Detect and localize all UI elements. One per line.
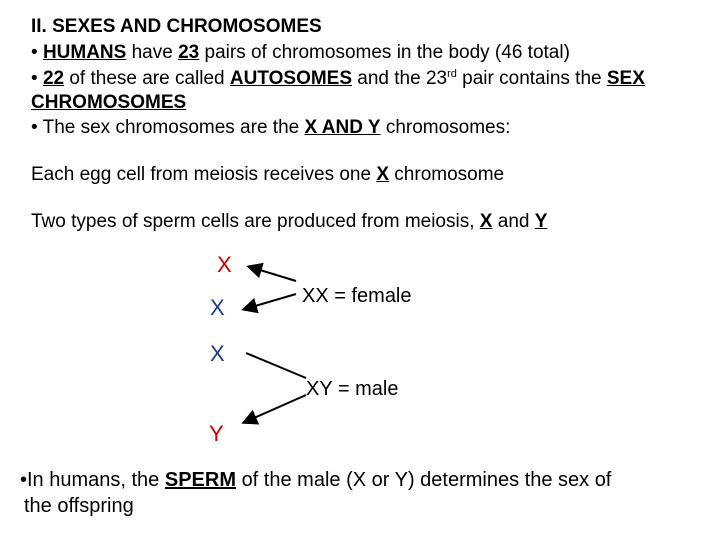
sperm-y: Y bbox=[534, 211, 548, 232]
autosomes-term: AUTOSOMES bbox=[229, 68, 353, 89]
egg-x: X bbox=[376, 164, 390, 185]
humans-term: HUMANS bbox=[42, 42, 127, 63]
sperm-y-letter: Y bbox=[209, 421, 224, 446]
pairs-count: 23 bbox=[178, 42, 200, 63]
sex-term: SEX bbox=[606, 68, 645, 89]
sperm-x-letter: X bbox=[210, 295, 225, 320]
bullet-text: chromosomes: bbox=[385, 117, 511, 138]
bullet-marker: • bbox=[31, 117, 38, 138]
autosome-count: 22 bbox=[42, 68, 65, 89]
egg-x-letter: X bbox=[217, 252, 232, 277]
egg-text: Each egg cell from meiosis receives one bbox=[31, 164, 372, 185]
bullet-marker: • bbox=[31, 68, 38, 89]
bullet-text: pairs of chromosomes in the body (46 total) bbox=[204, 42, 570, 63]
bullet-marker: • bbox=[31, 42, 38, 63]
sperm-x: X bbox=[479, 211, 493, 232]
arrow-to-sperm-y bbox=[245, 395, 306, 422]
bullet-text: The sex chromosomes are the bbox=[42, 117, 300, 138]
conclusion-line-1 bbox=[20, 469, 611, 491]
egg-text: chromosome bbox=[394, 164, 505, 185]
egg-x-letter-2: X bbox=[210, 341, 225, 366]
bullet-text: pair contains the bbox=[462, 68, 602, 89]
male-result: XY = male bbox=[306, 378, 399, 400]
sperm-text: and bbox=[497, 211, 530, 232]
conclusion-text: •In humans, the bbox=[20, 469, 160, 491]
conclusion-text: of the male (X or Y) determines the sex of bbox=[241, 469, 612, 491]
x-and-y-term: X AND Y bbox=[304, 117, 381, 138]
conclusion-line-2: the offspring bbox=[24, 495, 134, 517]
sperm-term: SPERM bbox=[164, 469, 236, 491]
sperm-text: Two types of sperm cells are produced from meiosis, bbox=[31, 211, 475, 232]
bullet-text: and the 23 bbox=[357, 68, 448, 89]
arrow-to-egg-x bbox=[250, 267, 296, 281]
line-from-egg-x-2 bbox=[246, 353, 306, 378]
arrow-to-sperm-x bbox=[245, 294, 296, 309]
ordinal-suffix: rd bbox=[447, 68, 457, 80]
bullet-text: of these are called bbox=[69, 68, 225, 89]
page-title: II. SEXES AND CHROMOSOMES bbox=[31, 16, 322, 37]
sex-chromosomes-term: CHROMOSOMES bbox=[31, 92, 187, 113]
bullet-text: have bbox=[131, 42, 173, 63]
female-result: XX = female bbox=[302, 285, 412, 307]
